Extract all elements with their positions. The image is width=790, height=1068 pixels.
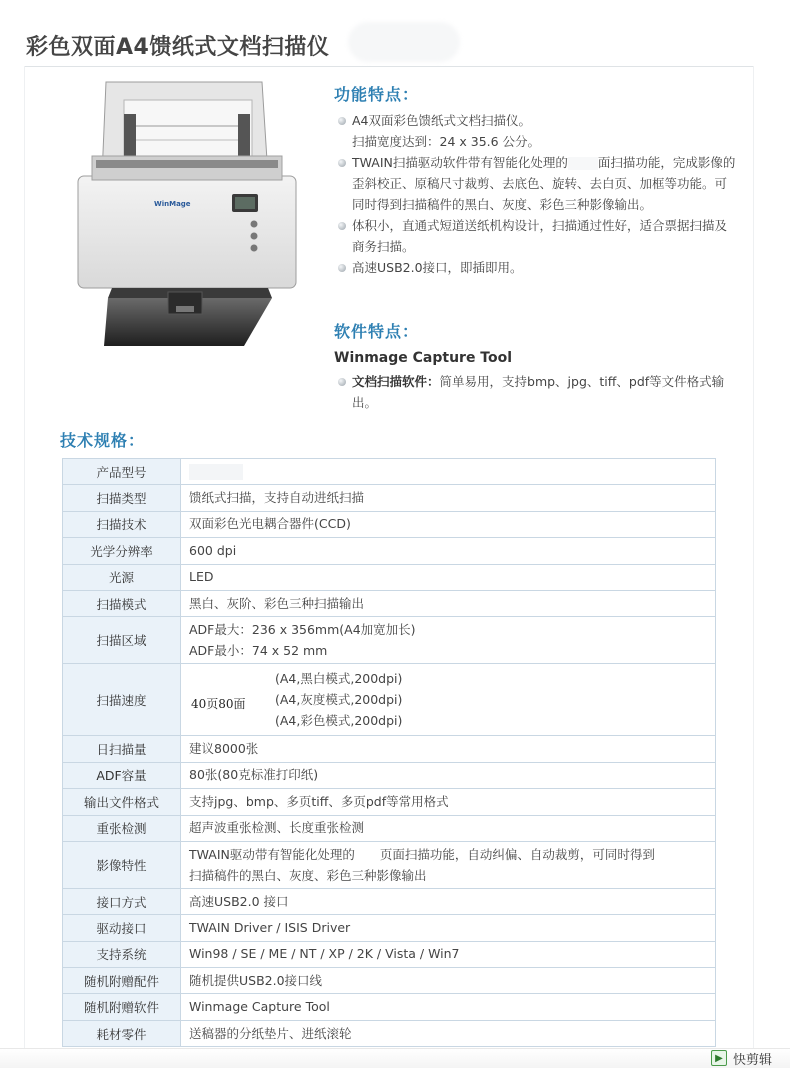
quick-clip-label: 快剪辑 (732, 1052, 772, 1068)
list-item (336, 215, 738, 257)
table-row (63, 841, 716, 888)
feature-text: 高速USB2.0接口，即插即用。 (352, 260, 523, 275)
spec-value: 超声波重张检测、长度重张检测 (181, 815, 716, 841)
frame-border-left (24, 66, 25, 1056)
title-divider (24, 66, 754, 67)
spec-key: 输出文件格式 (63, 789, 181, 815)
spec-key: 支持系统 (63, 941, 181, 967)
spec-value: TWAIN Driver / ISIS Driver (181, 915, 716, 941)
scanner-product-image (72, 76, 308, 348)
list-item (336, 110, 738, 152)
spec-key: 耗材零件 (63, 1020, 181, 1046)
spec-key: 接口方式 (63, 888, 181, 914)
spec-value: 支持jpg、bmp、多页tiff、多页pdf等常用格式 (181, 789, 716, 815)
spec-value: 600 dpi (181, 538, 716, 564)
spec-value (181, 617, 716, 664)
spec-key: 影像特性 (63, 841, 181, 888)
spec-value-line: 扫描稿件的黑白、灰度、彩色三种影像输出 (189, 867, 427, 883)
table-row (63, 459, 716, 485)
spec-value-line: (A4,灰度模式,200dpi) (275, 692, 403, 708)
spec-value: 送稿器的分纸垫片、进纸滚轮 (181, 1020, 716, 1046)
redacted-text (568, 157, 598, 170)
spec-value (181, 459, 716, 485)
play-icon: ▶ (711, 1050, 727, 1066)
redacted-title-area (348, 22, 460, 62)
spec-value-line: (A4,彩色模式,200dpi) (275, 713, 403, 729)
bullet-icon (338, 222, 346, 230)
spec-value-line: ADF最大：236 x 356mm(A4加宽加长) (189, 622, 416, 638)
bullet-icon (338, 117, 346, 125)
table-row (63, 994, 716, 1020)
software-tool-name: Winmage Capture Tool (334, 350, 513, 366)
spec-key: 扫描类型 (63, 485, 181, 511)
table-row (63, 485, 716, 511)
spec-value: 80张(80克标准打印纸) (181, 762, 716, 788)
spec-key: 随机附赠软件 (63, 994, 181, 1020)
table-row (63, 590, 716, 616)
table-row (63, 511, 716, 537)
spec-key: 产品型号 (63, 459, 181, 485)
list-item (336, 371, 738, 413)
spec-key: 随机附赠配件 (63, 968, 181, 994)
speed-pages: 40页80面 (191, 697, 246, 712)
spec-value: 高速USB2.0 接口 (181, 888, 716, 914)
software-heading: 软件特点： (334, 322, 420, 341)
table-row (63, 564, 716, 590)
list-item (336, 257, 738, 278)
table-row (63, 1020, 716, 1046)
spec-value: 黑白、灰阶、彩色三种扫描输出 (181, 590, 716, 616)
spec-value: 建议8000张 (181, 736, 716, 762)
table-row (63, 941, 716, 967)
spec-table (62, 458, 716, 1047)
feature-text: 扫描宽度达到：24 x 35.6 公分。 (352, 134, 541, 149)
bottom-bar (0, 1048, 790, 1068)
table-row (63, 617, 716, 664)
table-row (63, 664, 716, 736)
table-row (63, 968, 716, 994)
spec-key: 光源 (63, 564, 181, 590)
feature-text: 面扫描功能，完成影像的歪斜校正、原稿尺寸裁剪、去底色、旋转、去白页、加框等功能。可同时得到扫描稿件的黑白、灰度、彩色三种影像输出。 (352, 155, 736, 212)
spec-value (181, 841, 716, 888)
spec-value: 馈纸式扫描，支持自动进纸扫描 (181, 485, 716, 511)
spec-value (181, 664, 716, 736)
spec-key: 扫描区域 (63, 617, 181, 664)
features-list (336, 110, 738, 278)
software-list (336, 371, 738, 413)
feature-text: A4双面彩色馈纸式文档扫描仪。 (352, 113, 532, 128)
table-row (63, 789, 716, 815)
table-row (63, 538, 716, 564)
redacted-model (189, 464, 243, 480)
bullet-icon (338, 159, 346, 167)
spec-key: 扫描技术 (63, 511, 181, 537)
feature-text: 体积小，直通式短道送纸机构设计，扫描通过性好，适合票据扫描及商务扫描。 (352, 218, 728, 254)
brand-label: WinMage (154, 200, 191, 208)
spec-value: 双面彩色光电耦合器件(CCD) (181, 511, 716, 537)
spec-key: 驱动接口 (63, 915, 181, 941)
spec-value-line: (A4,黑白模式,200dpi) (275, 671, 403, 687)
features-heading: 功能特点： (334, 85, 420, 104)
quick-clip-button[interactable] (711, 1048, 772, 1068)
specs-heading: 技术规格： (60, 431, 146, 450)
software-item-text: 简单易用，支持bmp、jpg、tiff、pdf等文件格式输出。 (352, 374, 725, 410)
software-item-label: 文档扫描软件： (352, 374, 440, 389)
table-row (63, 736, 716, 762)
spec-value-line: ADF最小：74 x 52 mm (189, 643, 328, 659)
list-item (336, 152, 738, 215)
table-row (63, 888, 716, 914)
spec-value-line: TWAIN驱动带有智能化处理的 页面扫描功能，自动纠偏、自动裁剪，可同时得到 (189, 846, 655, 862)
spec-key: 日扫描量 (63, 736, 181, 762)
spec-key: 重张检测 (63, 815, 181, 841)
table-row (63, 762, 716, 788)
spec-value: 随机提供USB2.0接口线 (181, 968, 716, 994)
frame-border-right (753, 66, 754, 1056)
spec-key: 扫描模式 (63, 590, 181, 616)
spec-key: ADF容量 (63, 762, 181, 788)
feature-text: TWAIN扫描驱动软件带有智能化处理的 (352, 155, 568, 170)
page-title: 彩色双面A4馈纸式文档扫描仪 (26, 35, 330, 60)
spec-value: Winmage Capture Tool (181, 994, 716, 1020)
spec-value: Win98 / SE / ME / NT / XP / 2K / Vista / Win7 (181, 941, 716, 967)
table-row (63, 915, 716, 941)
spec-key: 扫描速度 (63, 664, 181, 736)
spec-value: LED (181, 564, 716, 590)
spec-key: 光学分辨率 (63, 538, 181, 564)
bullet-icon (338, 378, 346, 386)
table-row (63, 815, 716, 841)
bullet-icon (338, 264, 346, 272)
